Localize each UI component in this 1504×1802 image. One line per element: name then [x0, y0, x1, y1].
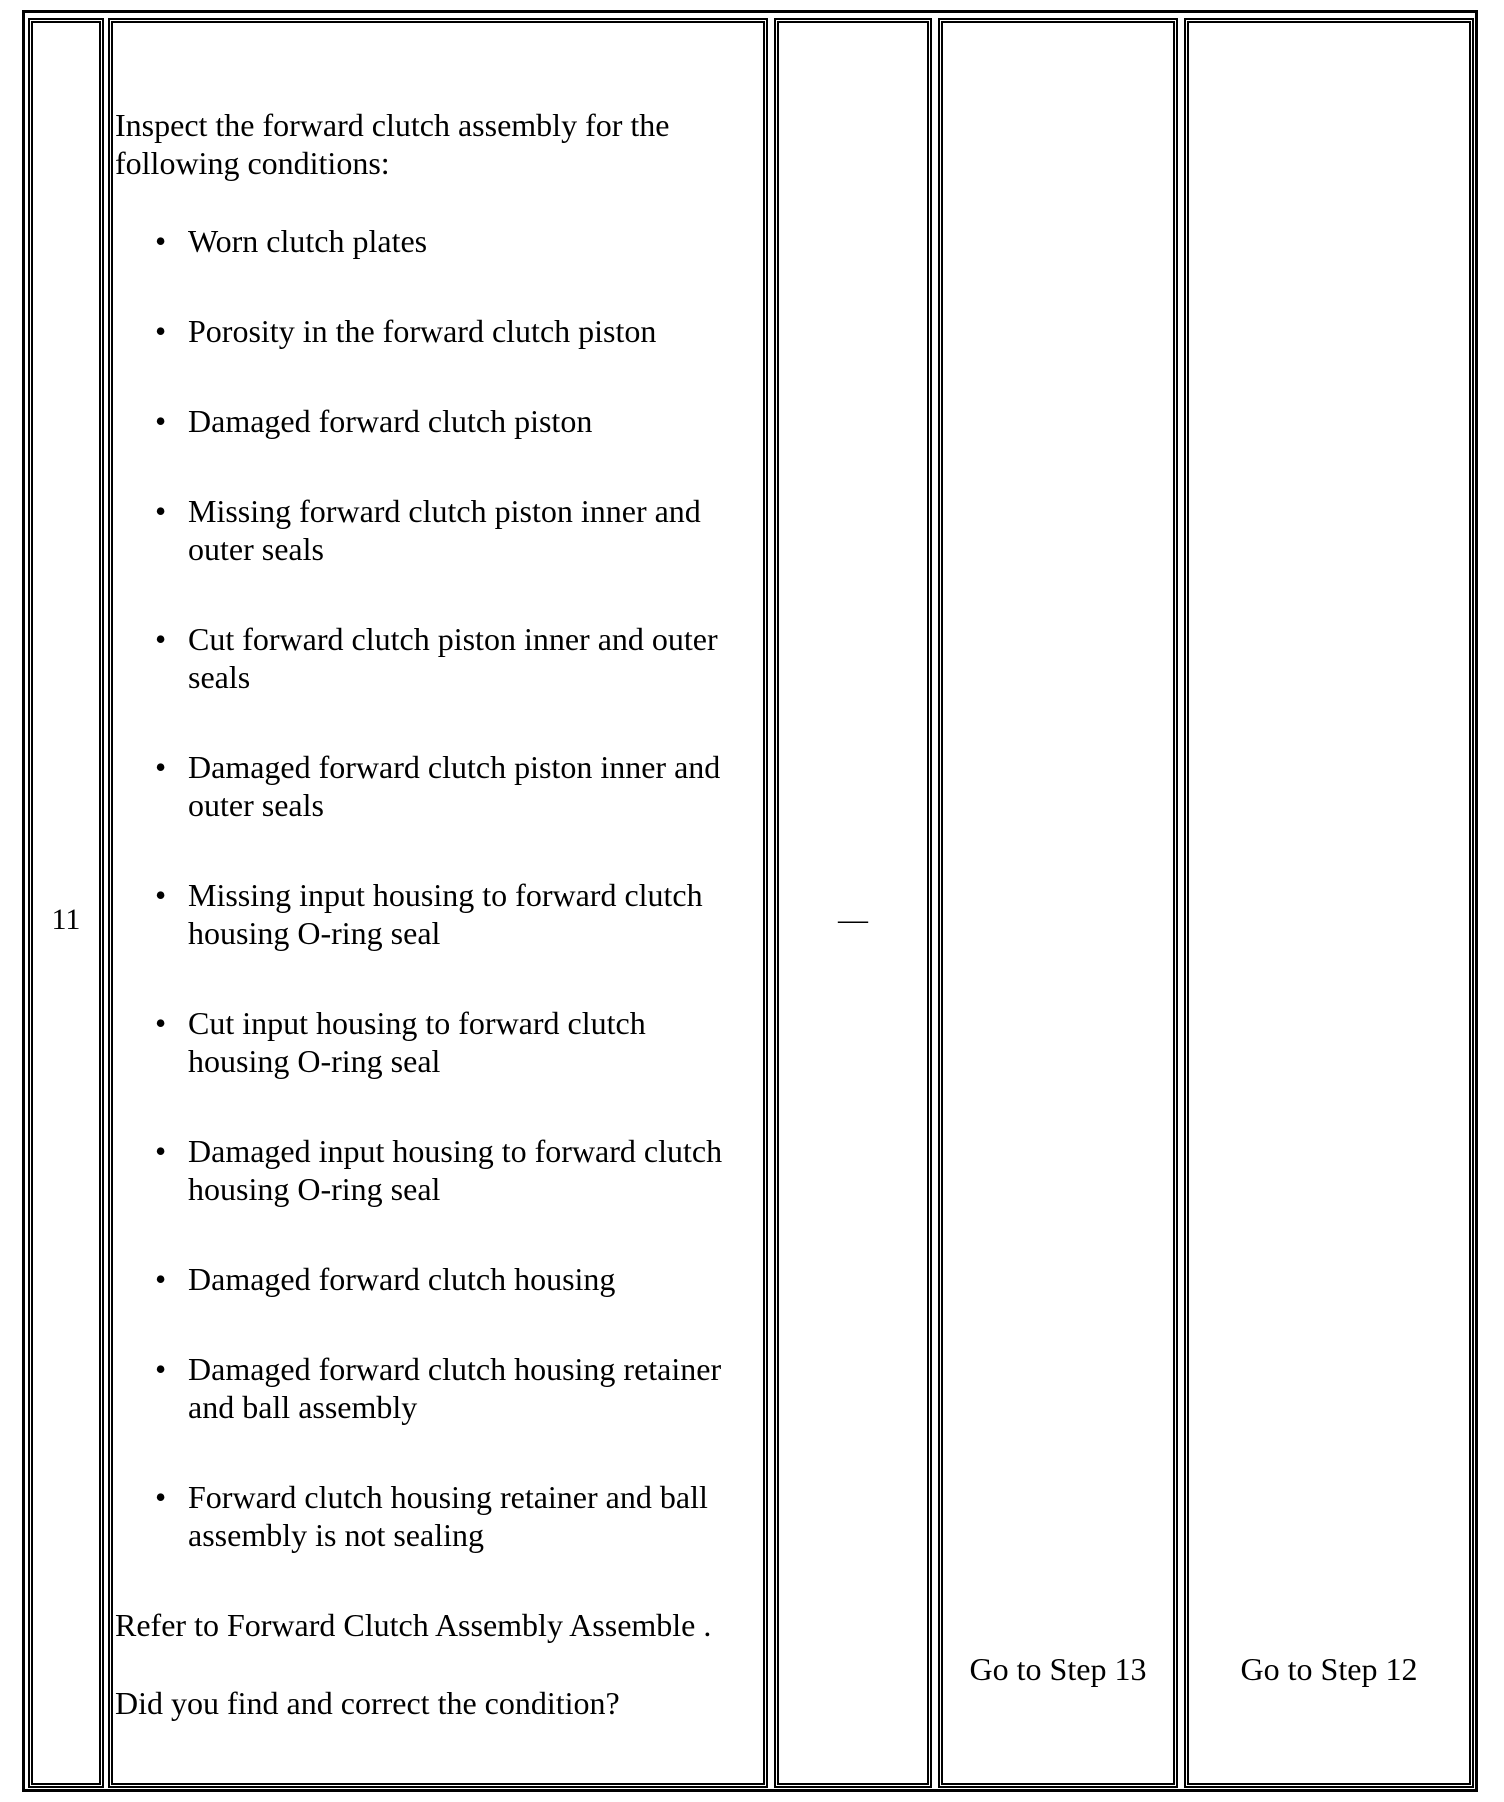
condition-item	[115, 222, 755, 260]
bullet-icon: •	[155, 1351, 167, 1387]
condition-item	[115, 1004, 755, 1080]
condition-text: Damaged forward clutch piston	[188, 403, 593, 439]
step-intro: Inspect the forward clutch assembly for the following conditions:	[115, 107, 670, 181]
value-cell	[774, 18, 932, 1788]
step-number: 11	[51, 903, 81, 936]
bullet-icon: •	[155, 1005, 167, 1041]
condition-text: Porosity in the forward clutch piston	[188, 313, 657, 349]
bullet-icon: •	[155, 749, 167, 785]
bullet-icon: •	[155, 1133, 167, 1169]
condition-text: Forward clutch housing retainer and ball assembly is not sealing	[188, 1479, 708, 1553]
conditions-list	[115, 222, 755, 1554]
condition-text: Worn clutch plates	[188, 223, 428, 259]
bullet-icon: •	[155, 1261, 167, 1297]
no-action: Go to Step 12	[1240, 1651, 1418, 1687]
condition-item	[115, 876, 755, 952]
step-question: Did you find and correct the condition?	[115, 1685, 620, 1721]
condition-text: Cut forward clutch piston inner and outer seals	[188, 621, 718, 695]
bullet-icon: •	[155, 403, 167, 439]
no-cell	[1184, 18, 1474, 1788]
bullet-icon: •	[155, 313, 167, 349]
condition-item	[115, 1478, 755, 1554]
condition-text: Missing forward clutch piston inner and outer seals	[188, 493, 701, 567]
bullet-icon: •	[155, 1479, 167, 1515]
condition-text: Damaged forward clutch housing	[188, 1261, 616, 1297]
refer-text: Refer to Forward Clutch Assembly Assemble .	[115, 1607, 712, 1643]
action-cell	[108, 18, 768, 1788]
condition-item	[115, 402, 755, 440]
condition-item	[115, 1260, 755, 1298]
bullet-icon: •	[155, 877, 167, 913]
condition-item	[115, 312, 755, 350]
condition-text: Damaged forward clutch piston inner and outer seals	[188, 749, 721, 823]
step-number-cell	[28, 18, 104, 1788]
bullet-icon: •	[155, 493, 167, 529]
condition-item	[115, 620, 755, 696]
condition-item	[115, 492, 755, 568]
value-dash: —	[838, 903, 868, 936]
condition-text: Cut input housing to forward clutch housing O-ring seal	[188, 1005, 646, 1079]
condition-item	[115, 1132, 755, 1208]
bullet-icon: •	[155, 621, 167, 657]
condition-item	[115, 1350, 755, 1426]
action-content	[115, 106, 755, 1722]
bullet-icon: •	[155, 223, 167, 259]
yes-cell	[938, 18, 1178, 1788]
yes-action: Go to Step 13	[969, 1651, 1147, 1687]
condition-text: Damaged forward clutch housing retainer and ball assembly	[188, 1351, 722, 1425]
condition-item	[115, 748, 755, 824]
condition-text: Damaged input housing to forward clutch housing O-ring seal	[188, 1133, 723, 1207]
condition-text: Missing input housing to forward clutch housing O-ring seal	[188, 877, 703, 951]
